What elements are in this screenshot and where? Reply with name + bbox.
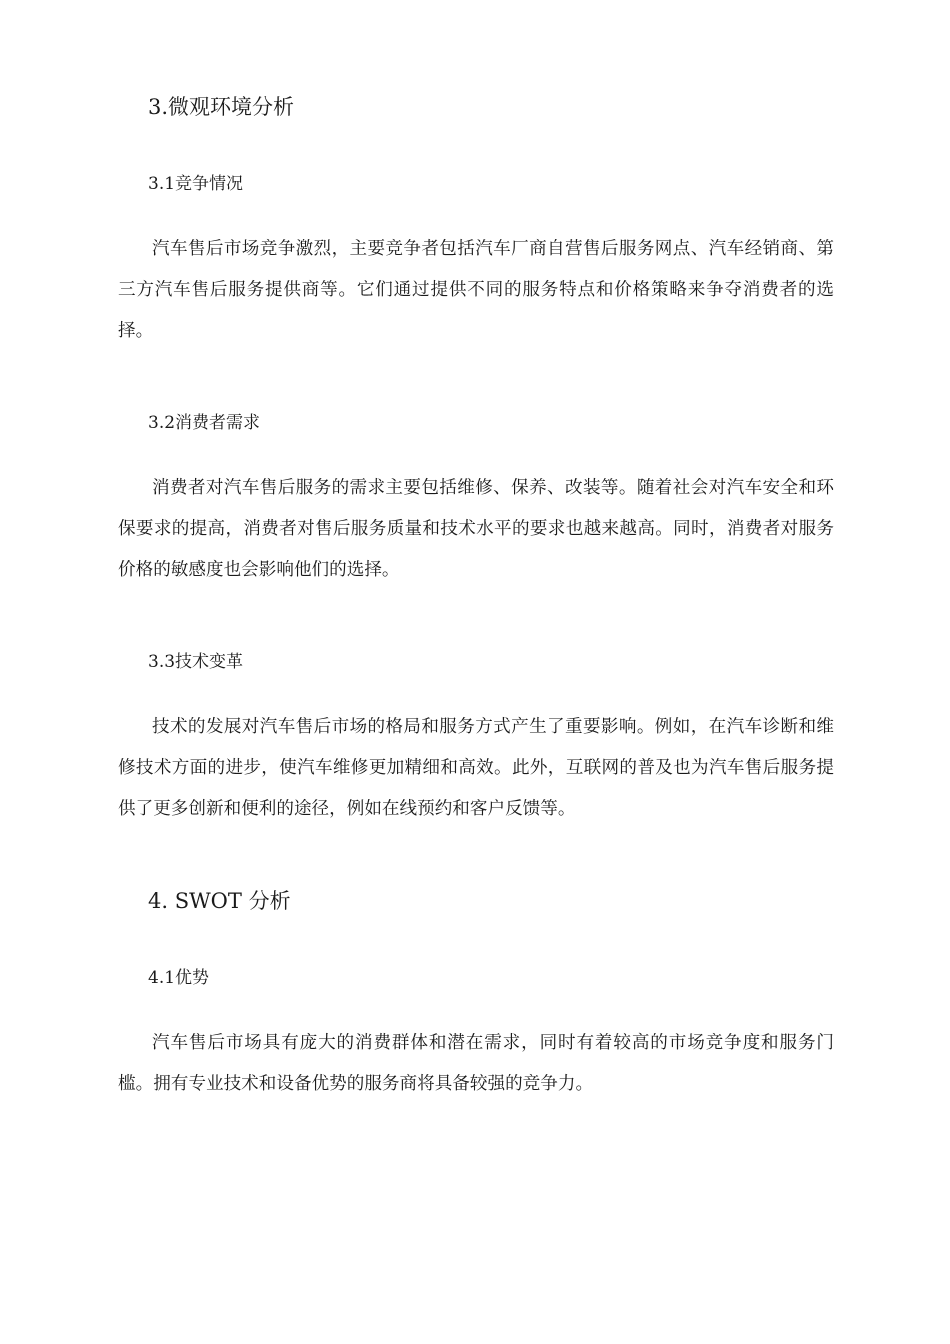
subsection-title-consumer-demand: 3.2消费者需求 [148,413,261,433]
subsection-title-competition: 3.1竞争情况 [148,174,244,194]
paragraph-consumer-demand: 消费者对汽车售后服务的需求主要包括维修、保养、改装等。随着社会对汽车安全和环保要求的提高，消费者对售后服务质量和技术水平的要求也越来越高。同时，消费者对服务价格的敏感度也会影响他们的选择。 [118,478,834,580]
section-heading-micro-environment: 3.微观环境分析 [148,95,295,119]
subsection-title-strengths: 4.1优势 [148,968,210,988]
subsection-title-technology-change: 3.3技术变革 [148,652,244,672]
section-heading-swot: 4. SWOT 分析 [148,889,291,913]
paragraph-strengths: 汽车售后市场具有庞大的消费群体和潜在需求，同时有着较高的市场竞争度和服务门槛。拥有专业技术和设备优势的服务商将具备较强的竞争力。 [118,1033,834,1094]
paragraph-technology-change: 技术的发展对汽车售后市场的格局和服务方式产生了重要影响。例如，在汽车诊断和维修技术方面的进步，使汽车维修更加精细和高效。此外，互联网的普及也为汽车售后服务提供了更多创新和便利的途径，例如在线预约和客户反馈等。 [118,717,834,819]
paragraph-competition: 汽车售后市场竞争激烈，主要竞争者包括汽车厂商自营售后服务网点、汽车经销商、第三方汽车售后服务提供商等。它们通过提供不同的服务特点和价格策略来争夺消费者的选择。 [118,239,834,341]
